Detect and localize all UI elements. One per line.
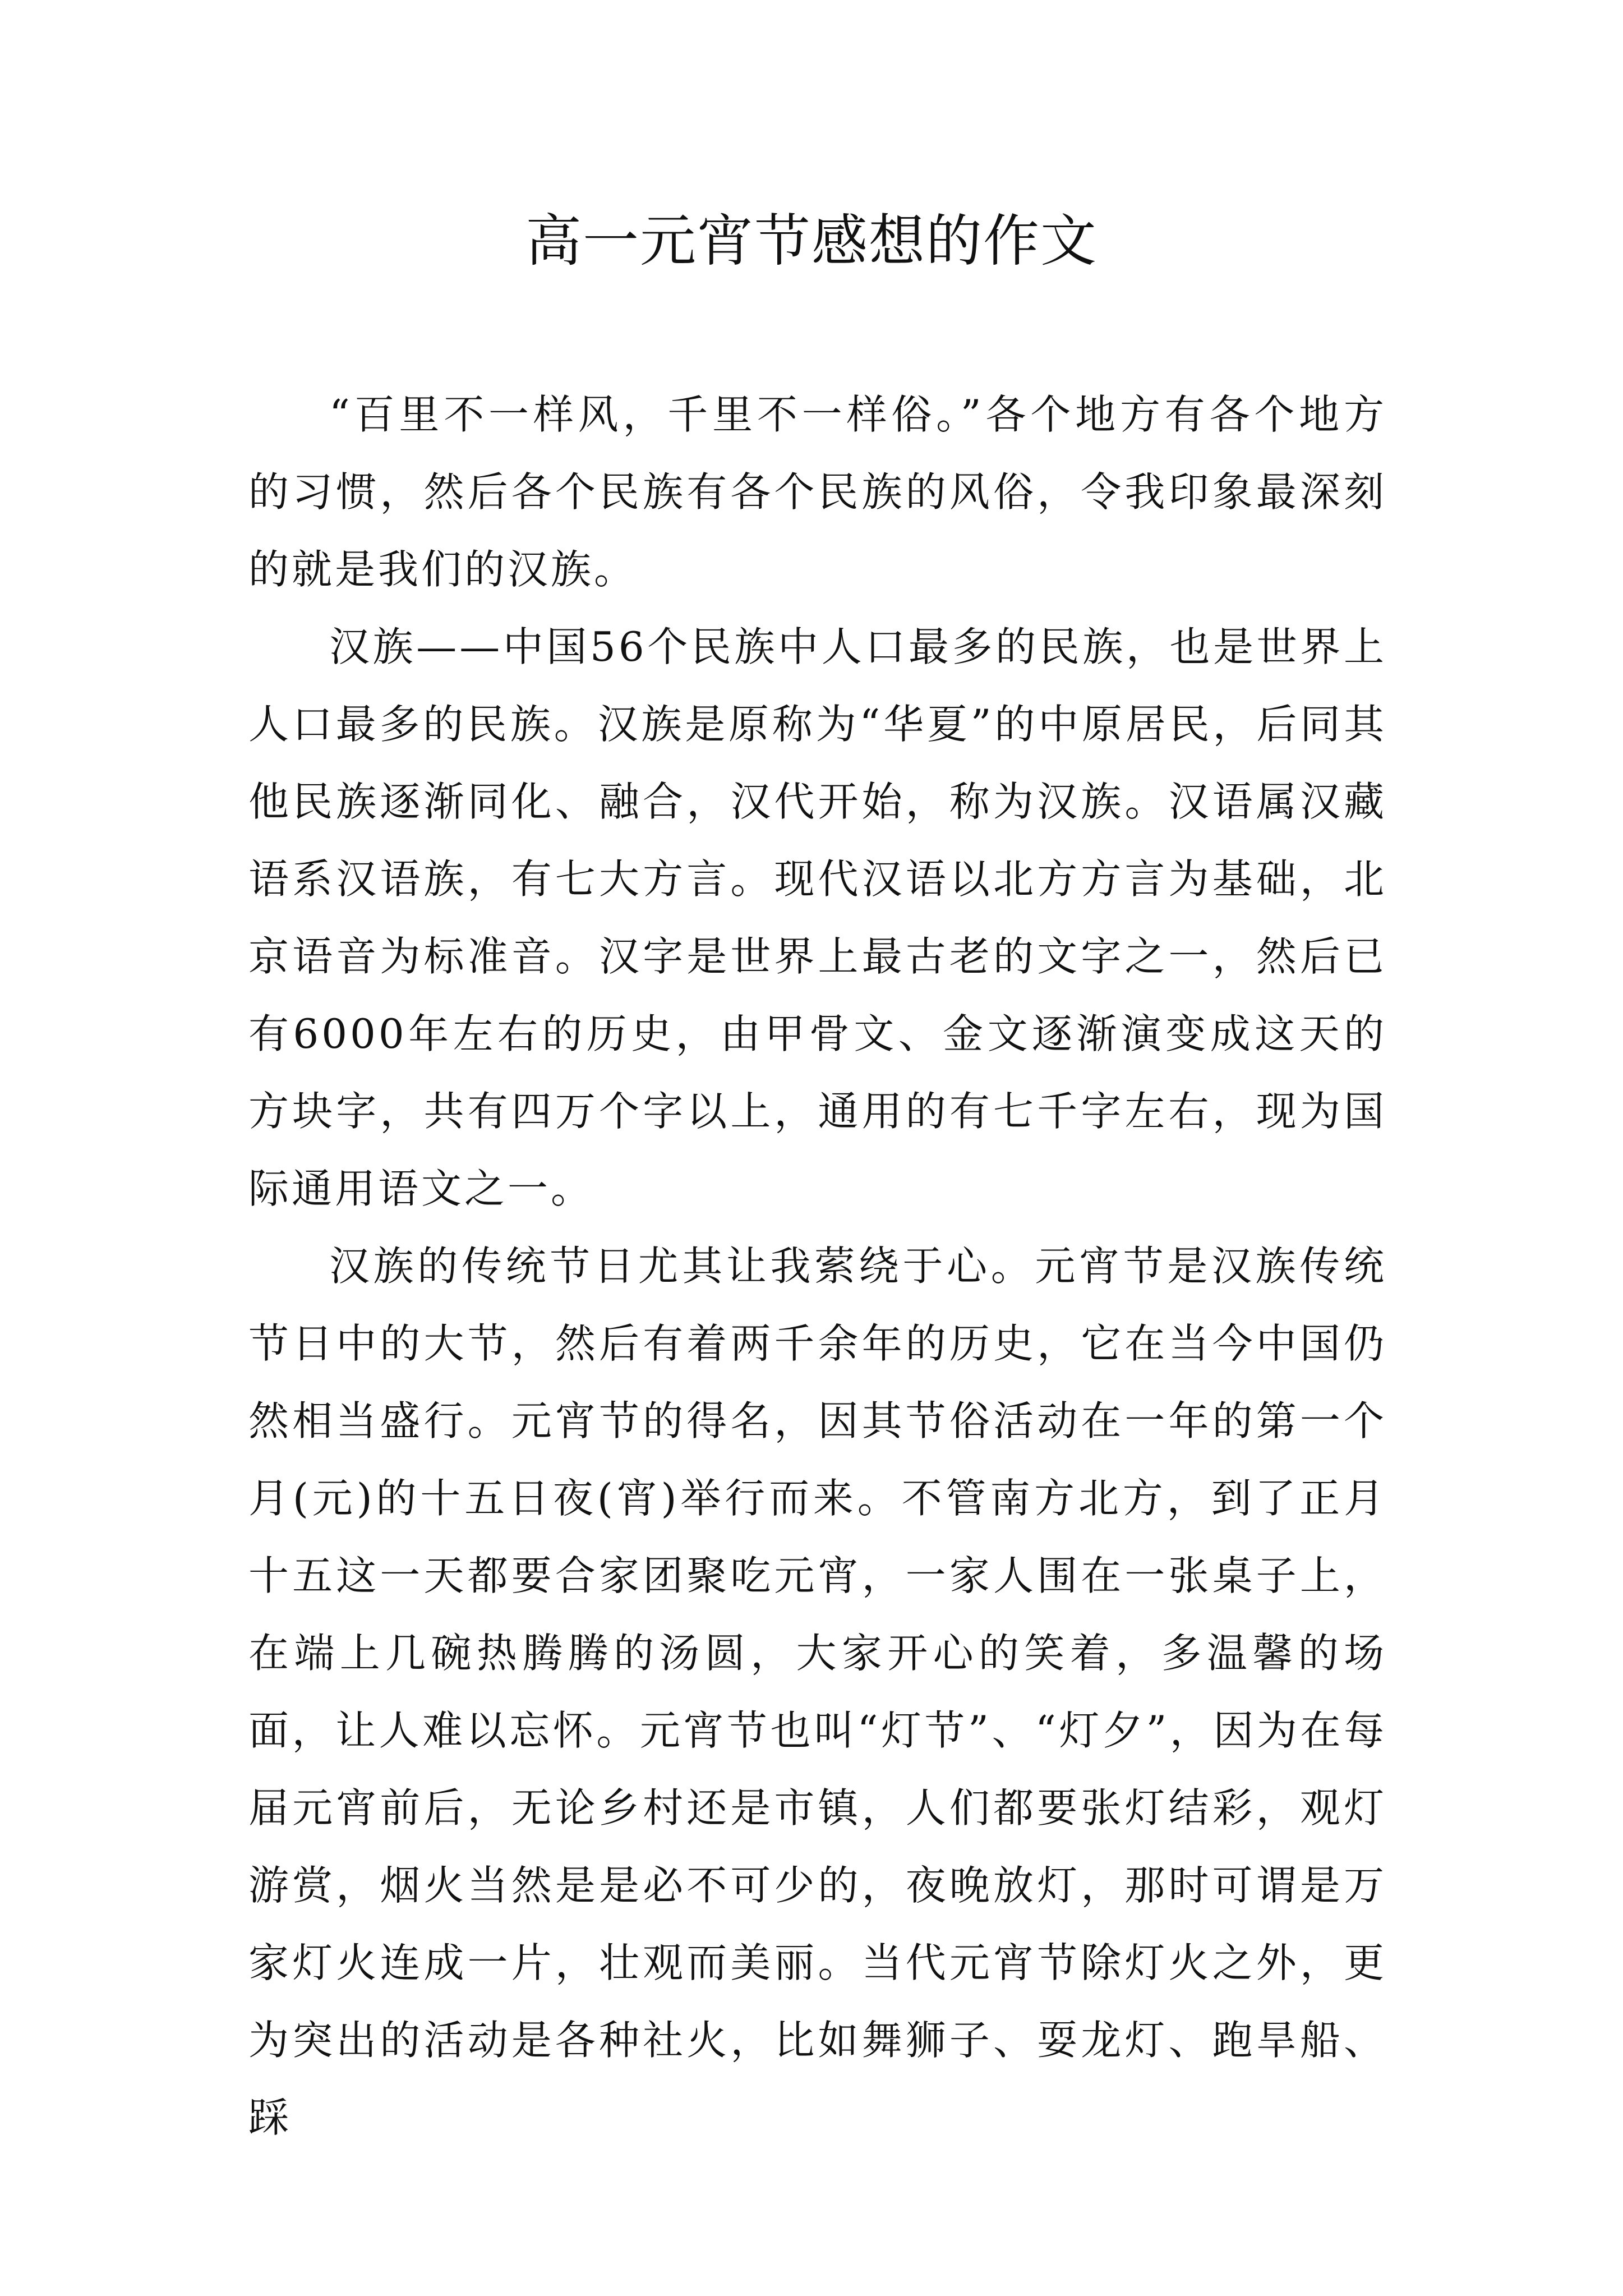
document-body	[248, 376, 1387, 2156]
paragraph-2: 汉族——中国56个民族中人口最多的民族，也是世界上人口最多的民族。汉族是原称为“华夏”的中原居民，后同其他民族逐渐同化、融合，汉代开始，称为汉族。汉语属汉藏语系汉语族，有七大方言。现代汉语以北方方言为基础，北京语音为标准音。汉字是世界上最古老的文字之一，然后已有6000年左右的历史，由甲骨文、金文逐渐演变成这天的方块字，共有四万个字以上，通用的有七千字左右，现为国际通用语文之一。	[248, 623, 1387, 1212]
paragraph-3: 汉族的传统节日尤其让我萦绕于心。元宵节是汉族传统节日中的大节，然后有着两千余年的历史，它在当今中国仍然相当盛行。元宵节的得名，因其节俗活动在一年的第一个月(元)的十五日夜(宵)举行而来。不管南方北方，到了正月十五这一天都要合家团聚吃元宵，一家人围在一张桌子上，在端上几碗热腾腾的汤圆，大家开心的笑着，多温馨的场面，让人难以忘怀。元宵节也叫“灯节”、“灯夕”，因为在每届元宵前后，无论乡村还是市镇，人们都要张灯结彩，观灯游赏，烟火当然是是必不可少的，夜晚放灯，那时可谓是万家灯火连成一片，壮观而美丽。当代元宵节除灯火之外，更为突出的活动是各种社火，比如舞狮子、耍龙灯、跑旱船、踩	[248, 1243, 1387, 2141]
document-title: 高一元宵节感想的作文	[525, 208, 1098, 274]
paragraph-1: “百里不一样风，千里不一样俗。”各个地方有各个地方的习惯，然后各个民族有各个民族的风俗，令我印象最深刻的就是我们的汉族。	[248, 391, 1387, 593]
